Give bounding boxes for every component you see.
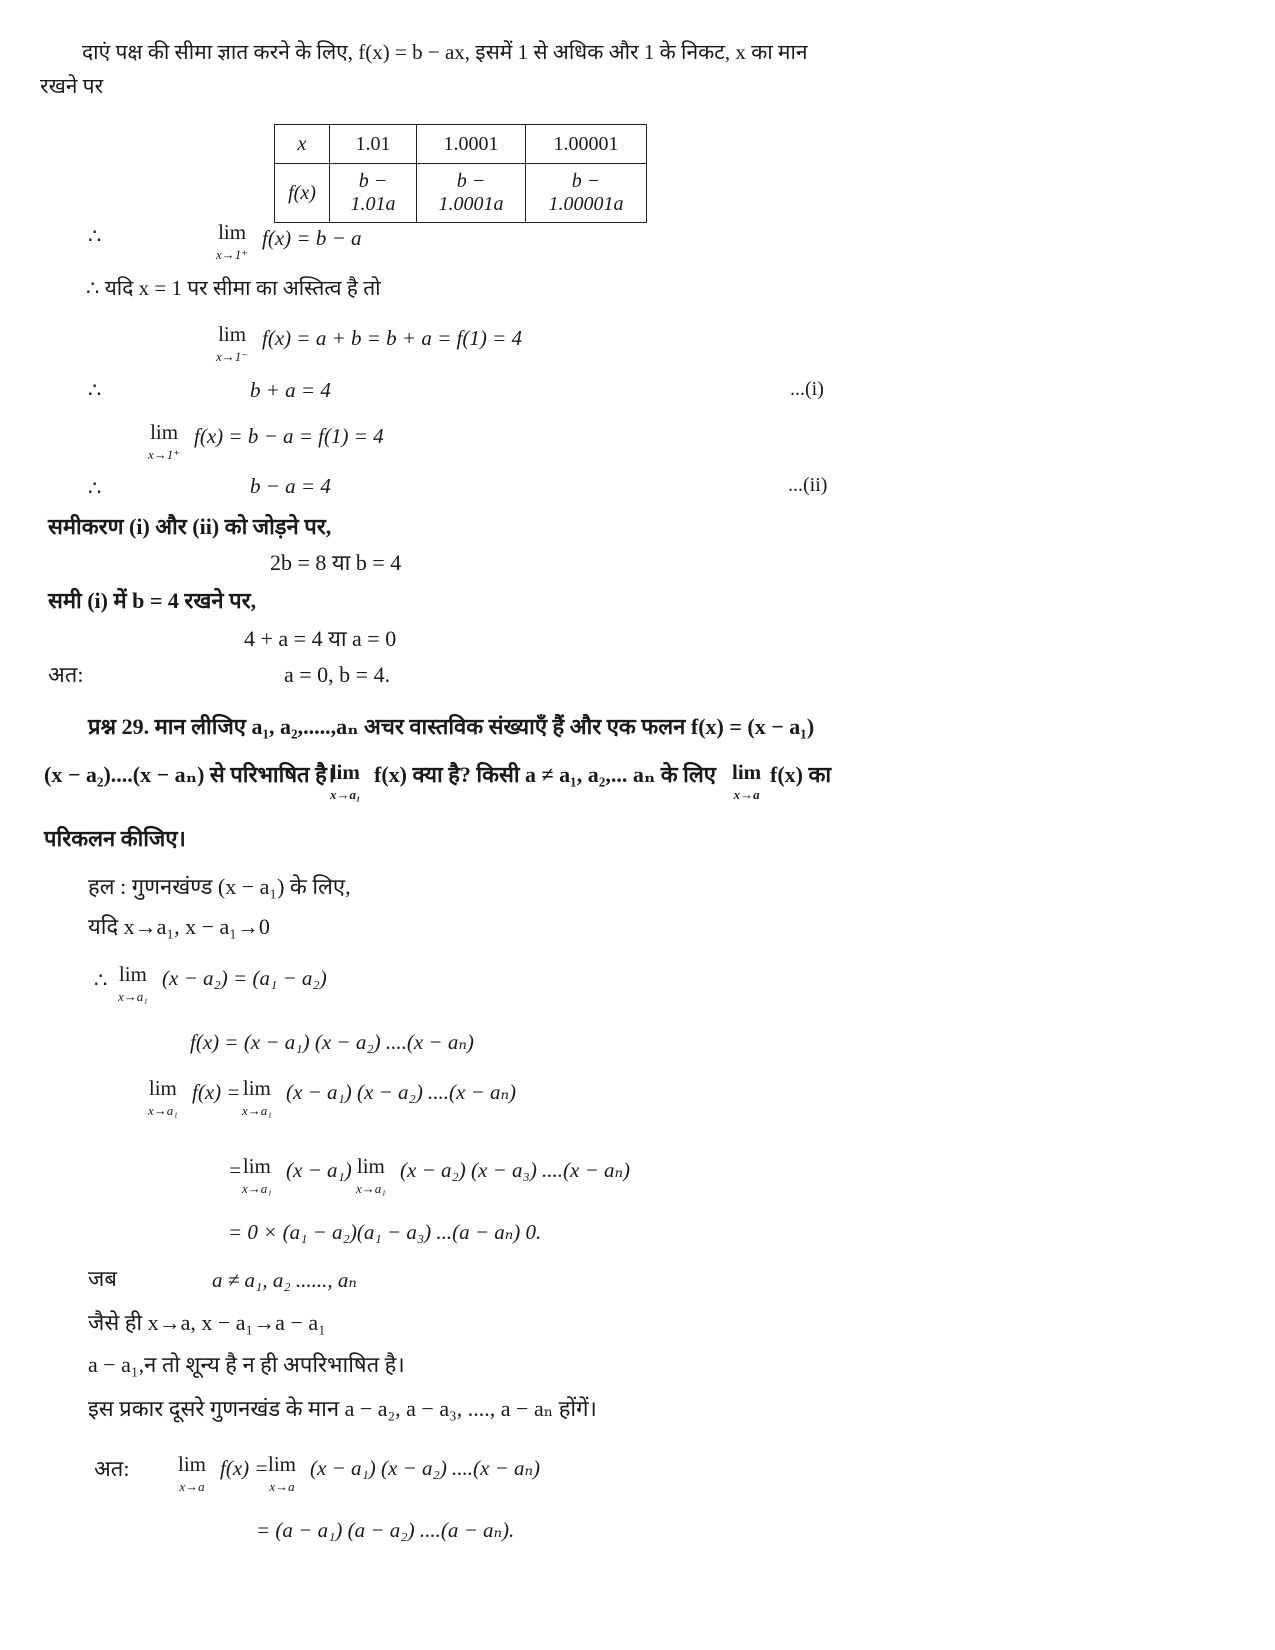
question-line-2a: (x − a₂)....(x − aₙ) से परिभाषित है। [44, 762, 336, 787]
limit-operator [148, 1076, 178, 1119]
lim-text: lim [732, 760, 762, 784]
therefore-symbol: ∴ [88, 378, 102, 402]
lim-text: lim [242, 1154, 271, 1178]
lim-subscript: x→a₁ [148, 1103, 178, 1118]
limit-operator [268, 1452, 296, 1495]
lim-subscript: x→a₁ [242, 1103, 272, 1118]
table-cell: x [275, 125, 330, 164]
lim-text: lim [148, 1076, 177, 1100]
lim-text: lim [178, 1452, 207, 1476]
step-expression: f(x) = b − a = f(1) = 4 [194, 424, 384, 448]
lim-subscript: x→a [269, 1479, 295, 1494]
lim-text: lim [268, 1452, 297, 1476]
conclusion-values: a = 0, b = 4. [284, 662, 391, 687]
solution-expression: (x − a₂) (x − a₃) ....(x − aₙ) [400, 1158, 631, 1182]
solution-expression: f(x) = [192, 1080, 241, 1104]
table-row-fx [275, 164, 647, 223]
therefore-symbol: ∴ [88, 476, 102, 500]
table-cell: 1.00001 [526, 125, 647, 164]
limit-operator [356, 1154, 386, 1197]
table-cell: b − 1.00001a [526, 164, 647, 223]
question-line-2b: f(x) क्या है? किसी a ≠ a₁, a₂,... aₙ के लिए [374, 762, 716, 787]
question-line-3: परिकलन कीजिए। [44, 826, 186, 851]
limit-operator [216, 220, 248, 263]
limit-operator [242, 1076, 272, 1119]
solution-expression: = 0 × (a₁ − a₂)(a₁ − a₃) ...(a − aₙ) 0. [228, 1220, 542, 1244]
lim-text: lim [218, 322, 247, 346]
lim-text: lim [330, 760, 360, 784]
solution-line: यदि x→a₁, x − a₁→0 [88, 914, 270, 939]
limit-operator [242, 1154, 272, 1197]
lim-subscript: x→a₁ [356, 1181, 386, 1196]
table-cell: 1.0001 [417, 125, 526, 164]
solution-expression: f(x) = (x − a₁) (x − a₂) ....(x − aₙ) [190, 1030, 474, 1054]
solution-line: a − a₁,न तो शून्य है न ही अपरिभाषित है। [88, 1352, 405, 1377]
solution-expression: (x − a₁) (x − a₂) ....(x − aₙ) [310, 1456, 541, 1480]
step-expression: f(x) = b − a [262, 226, 362, 250]
limit-operator [178, 1452, 206, 1495]
values-table [274, 124, 647, 223]
lim-subscript: x→1⁺ [148, 447, 181, 462]
step-expression: f(x) = a + b = b + a = f(1) = 4 [262, 326, 522, 350]
lim-text: lim [150, 420, 179, 444]
limit-operator [118, 962, 148, 1005]
step-expression: 4 + a = 4 या a = 0 [244, 626, 397, 651]
lim-subscript: x→a₁ [242, 1181, 272, 1196]
limit-operator [148, 420, 180, 463]
equation-ii: b − a = 4 [250, 474, 331, 498]
solution-expression: (x − a₁) (x − a₂) ....(x − aₙ) [286, 1080, 517, 1104]
lim-subscript: x→1⁺ [216, 247, 249, 262]
lim-subscript: x→a [179, 1479, 205, 1494]
table-cell: b − 1.01a [330, 164, 417, 223]
limit-operator [732, 760, 761, 803]
solution-expression: (x − a₂) = (a₁ − a₂) [162, 966, 327, 990]
therefore-symbol: ∴ [88, 224, 102, 248]
table-cell: 1.01 [330, 125, 417, 164]
step-text: समीकरण (i) और (ii) को जोड़ने पर, [48, 514, 332, 539]
lim-text: lim [218, 220, 247, 244]
solution-expression: a ≠ a₁, a₂ ......, aₙ [212, 1268, 357, 1292]
therefore-symbol: ∴ [94, 968, 108, 992]
solution-label: अत: [94, 1456, 130, 1481]
lim-text: lim [118, 962, 147, 986]
table-cell: f(x) [275, 164, 330, 223]
solution-expression: f(x) = [220, 1456, 269, 1480]
lim-subscript: x→a [733, 787, 760, 802]
solution-expression: = [228, 1158, 243, 1182]
question-line-1: प्रश्न 29. मान लीजिए a₁, a₂,.....,aₙ अचर वास्तविक संख्याएँ हैं और एक फलन f(x) = (x − a₁) [88, 714, 815, 739]
solution-line: जैसे ही x→a, x − a₁→a − a₁ [88, 1310, 326, 1335]
step-text: समी (i) में b = 4 रखने पर, [48, 588, 257, 613]
conclusion-label: अत: [48, 662, 84, 687]
final-answer: = (a − a₁) (a − a₂) ....(a − aₙ). [256, 1518, 515, 1542]
limit-operator [216, 322, 248, 365]
equation-i: b + a = 4 [250, 378, 331, 402]
solution-line: इस प्रकार दूसरे गुणनखंड के मान a − a₂, a − a₃, ...., a − aₙ होंगें। [88, 1396, 597, 1421]
solution-expression: (x − a₁) [286, 1158, 352, 1182]
lim-text: lim [356, 1154, 385, 1178]
step-text: ∴ यदि x = 1 पर सीमा का अस्तित्व है तो [86, 276, 381, 300]
equation-tag-i: ...(i) [790, 378, 824, 400]
lim-subscript: x→a₁ [118, 989, 148, 1004]
intro-line-1: दाएं पक्ष की सीमा ज्ञात करने के लिए, f(x) = b − ax, इसमें 1 से अधिक और 1 के निकट, x का मान [82, 40, 808, 64]
step-expression: 2b = 8 या b = 4 [270, 550, 402, 575]
limit-operator [330, 760, 361, 803]
lim-subscript: x→1⁻ [216, 349, 249, 364]
question-line-2c: f(x) का [770, 762, 832, 787]
equation-tag-ii: ...(ii) [788, 474, 828, 496]
solution-label: जब [88, 1266, 117, 1291]
intro-line-2: रखने पर [40, 74, 104, 98]
lim-text: lim [242, 1076, 271, 1100]
table-row-x [275, 125, 647, 164]
solution-line: हल : गुणनखंण्ड (x − a₁) के लिए, [88, 874, 351, 899]
lim-subscript: x→a₁ [330, 787, 361, 802]
table-cell: b − 1.0001a [417, 164, 526, 223]
